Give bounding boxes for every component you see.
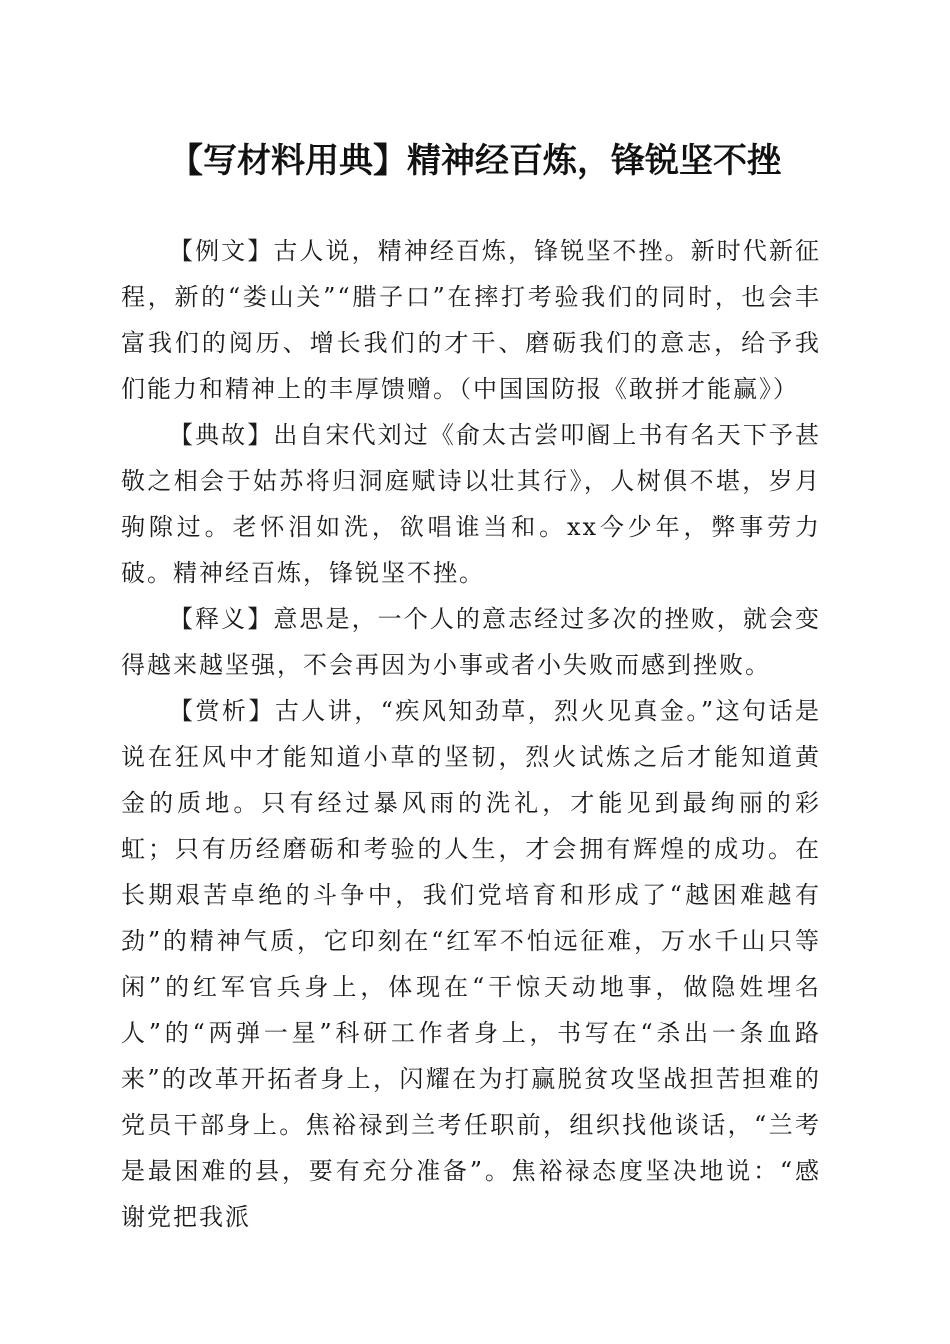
paragraph-example: 【例文】古人说，精神经百炼，锋锐坚不挫。新时代新征程，新的“娄山关”“腊子口”在摔打考验我们的同时，也会丰富我们的阅历、增长我们的才干、磨砺我们的意志，给予我们能力和精神上的丰厚馈赠。（中国国防报《敢拼才能赢》）: [121, 237, 821, 403]
paragraph-allusion: 【典故】出自宋代刘过《俞太古尝叩阍上书有名天下予甚敬之相会于姑苏将归洞庭赋诗以壮其行》，人树俱不堪，岁月驹隙过。老怀泪如洗，欲唱谁当和。xx今少年，弊事劳力破。精神经百炼，锋锐坚不挫。: [121, 421, 821, 587]
document-body: [121, 228, 821, 1240]
document-title: 【写材料用典】精神经百炼，锋锐坚不挫: [169, 141, 781, 181]
paragraph-appreciation: 【赏析】古人讲，“疾风知劲草，烈火见真金。”这句话是说在狂风中才能知道小草的坚韧，烈火试炼之后才能知道黄金的质地。只有经过暴风雨的洗礼，才能见到最绚丽的彩虹；只有历经磨砺和考验的人生，才会拥有辉煌的成功。在长期艰苦卓绝的斗争中，我们党培育和形成了“越困难越有劲”的精神气质，它印刻在“红军不怕远征难，万水千山只等闲”的红军官兵身上，体现在“干惊天动地事，做隐姓埋名人”的“两弹一星”科研工作者身上，书写在“杀出一条血路来”的改革开拓者身上，闪耀在为打赢脱贫攻坚战担苦担难的党员干部身上。焦裕禄到兰考任职前，组织找他谈话，“兰考是最困难的县，要有充分准备”。焦裕禄态度坚决地说：“感谢党把我派: [121, 697, 821, 1231]
paragraph-meaning: 【释义】意思是，一个人的意志经过多次的挫败，就会变得越来越坚强，不会再因为小事或者小失败而感到挫败。: [121, 605, 821, 679]
